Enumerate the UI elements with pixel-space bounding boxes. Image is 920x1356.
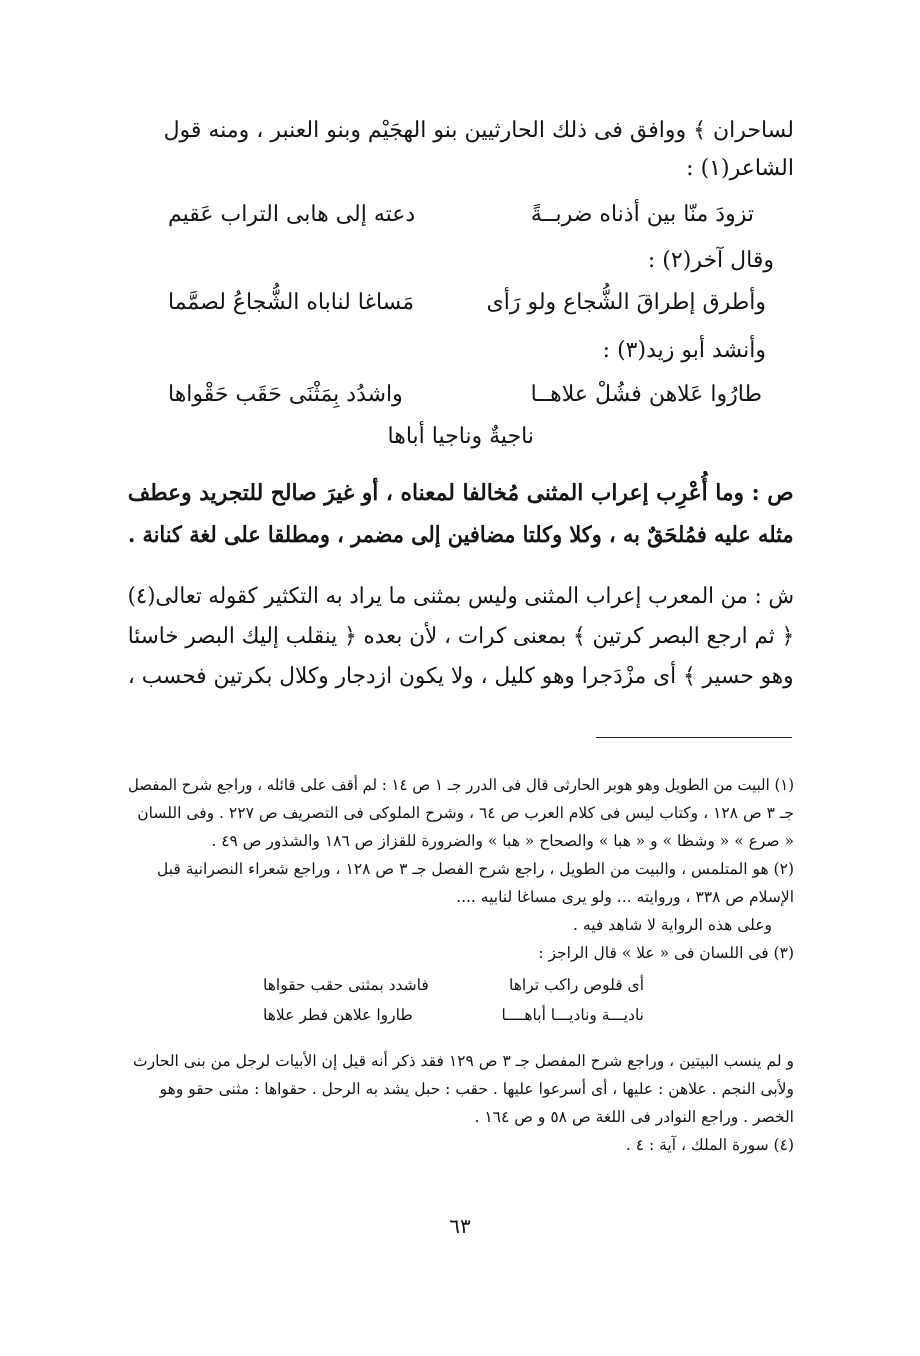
verse-hemistich-left: واشدُد بِمَثْنَى حَقَب حَقْواها — [168, 382, 403, 407]
text-line: الشاعر(١) : — [686, 156, 794, 181]
footnote-line: الإسلام ص ٣٣٨ ، وروايته ... ولو يرى مساغا لنابيه .... — [456, 888, 794, 906]
sharh-line: ﴿ ثم ارجع البصر كرتين ﴾ بمعنى كرات ، لأن بعده ﴿ ينقلب إليك البصر خاسئا — [127, 624, 794, 649]
footnote-line: جـ ٣ ص ١٢٨ ، وكتاب ليس فى كلام العرب ص ٦٤ ، وشرح الملوكى فى التصريف ص ٢٢٧ . وفى اللسان — [137, 804, 794, 822]
verse-hemistich-right: تزودَ منّا بين أذناه ضربــةً — [530, 202, 754, 227]
sharh-line: وهو حسير ﴾ أى مزْدَجرا وهو كليل ، ولا يكون ازدجار وكلال بكرتين فحسب ، — [128, 664, 794, 689]
footnote-line: (٢) هو المتلمس ، والبيت من الطويل ، راجع شرح الفصل جـ ٣ ص ١٢٨ ، وراجع شعراء النصرانية قبل — [156, 860, 794, 878]
footnote-line: و لم ينسب البيتين ، وراجع شرح المفصل جـ ٣ ص ١٢٩ فقد ذكر أنه قيل إن الأبيات لرجل من بنى الحارث — [133, 1052, 794, 1070]
matn-line: ص : وما أُعْرِب إعراب المثنى مُخالفا لمعناه ، أو غيرَ صالح للتجريد وعطف — [128, 480, 794, 506]
verse-hemistich-right: طارُوا عَلاهن فشُلْ علاهــا — [530, 382, 762, 407]
text-line: وقال آخر(٢) : — [647, 248, 774, 273]
footnote-line: وعلى هذه الرواية لا شاهد فيه . — [573, 916, 772, 934]
footnote-line: (١) البيت من الطويل وهو هوبر الحارثى قال فى الدرر جـ ١ ص ١٤ : لم أقف على قائله ، وراجع شرح المفصل — [127, 776, 794, 794]
footnote-line: الخصر . وراجع النوادر فى اللغة ص ٥٨ و ص ١٦٤ . — [474, 1108, 794, 1126]
verse-hemistich-left: مَساغا لناباه الشُّجاعُ لصمَّما — [168, 290, 415, 315]
footnote-line: ولأبى النجم . علاهن : عليها ، أى أسرعوا عليها . حقب : حبل يشد به الرحل . حقواها : مثنى حقو وهو — [159, 1080, 794, 1098]
matn-line: مثله عليه فمُلحَقٌ به ، وكلا وكلتا مضافين إلى مضمر ، ومطلقا على لغة كنانة . — [128, 522, 794, 548]
footnote-line: « صرع » « وشظا » و « هبا » والصحاح « هبا » والضرورة للقزاز ص ١٨٦ والشذور ص ٤٩ . — [211, 832, 794, 850]
footnote-line: (٤) سورة الملك ، آية : ٤ . — [625, 1136, 794, 1154]
text-line: ناجيةٌ وناجيا أباها — [387, 424, 534, 449]
sharh-line: ش : من المعرب إعراب المثنى وليس بمثنى ما يراد به التكثير كقوله تعالى(٤) — [127, 584, 794, 609]
text-line: وأنشد أبو زيد(٣) : — [602, 338, 766, 363]
page-number: ٦٣ — [449, 1214, 471, 1238]
footnote-verse-left: فاشدد بمثنى حقب حقواها — [263, 976, 429, 994]
footnote-verse-left: طاروا علاهن فطر علاها — [263, 1006, 413, 1024]
verse-hemistich-right: وأطرق إطراقَ الشُّجاع ولو رَأى — [486, 290, 766, 315]
verse-hemistich-left: دعته إلى هابى التراب عَقيم — [168, 202, 416, 227]
text-line: لساحران ﴾ ووافق فى ذلك الحارثيين بنو الهجَيْم وبنو العنبر ، ومنه قول — [163, 118, 794, 143]
footnote-verse-right: أى قلوص راكب تراها — [509, 976, 644, 994]
footnote-line: (٣) فى اللسان فى « علا » قال الراجز : — [538, 944, 794, 962]
footnotes — [128, 0, 794, 1200]
footnote-verse-right: ناديـــة وناديـــا أباهــــا — [501, 1006, 644, 1024]
